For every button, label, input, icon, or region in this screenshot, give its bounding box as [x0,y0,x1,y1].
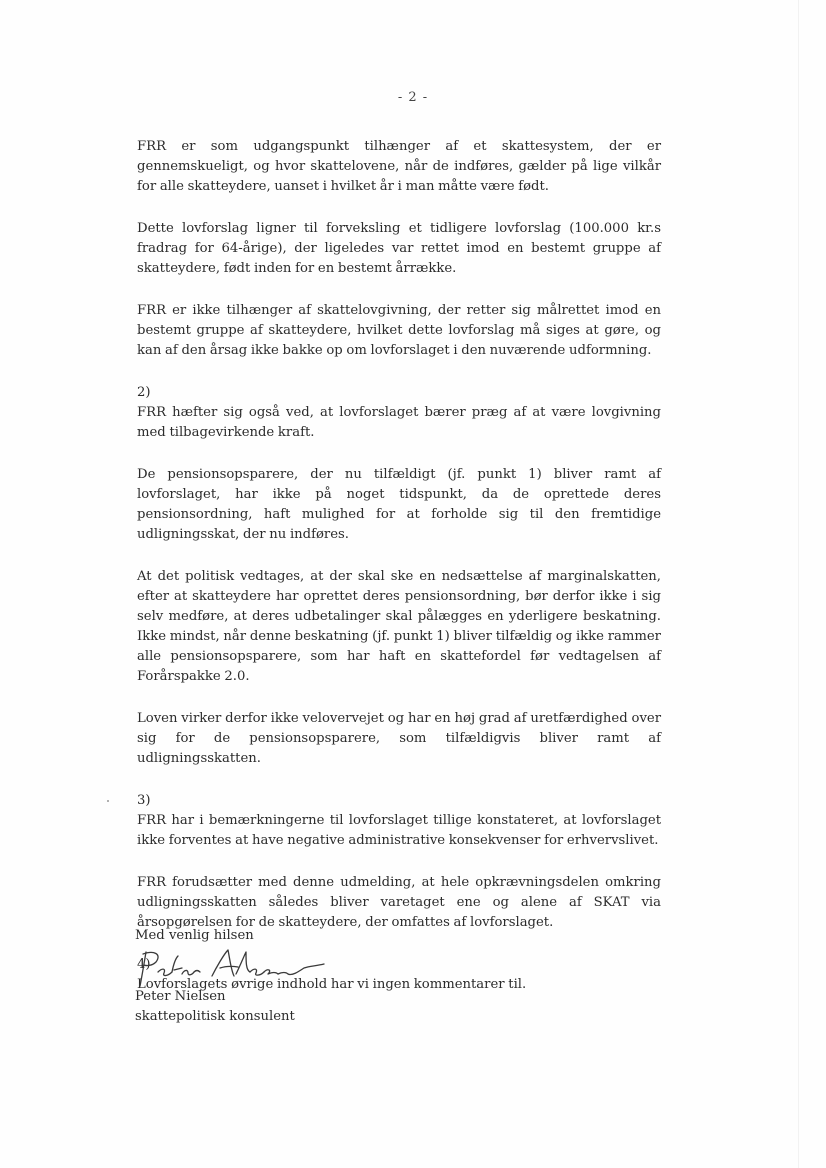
section-2 [137,383,661,443]
paragraph-marginal-tax: At det politisk vedtages, at der skal ske en nedsættelse af marginalskatten, efter at skatteydere har oprettet deres pensionsordning, bør derfor ikke i sig selv medføre, at deres udbetalinger skal pålægges en yderligere beskatning. Ikke mindst, når denne beskatning (jf. punkt 1) bliver tilfældig og ikke rammer alle pensionsopsparere, som har haft en skattefordel før vedtagelsen af Forårspakke 2.0. [137,569,661,684]
section-number-3: 3) [137,793,151,808]
letter-body [137,137,661,1017]
section-3 [137,791,661,851]
paragraph-unfairness: Loven virker derfor ikke velovervejet og har en høj grad af uretfærdighed over sig for de pensionsopsparere, som tilfældigvis bliver ramt af udligningsskatten. [137,711,661,766]
paragraph-pension-savers: De pensionsopsparere, der nu tilfældigt (jf. punkt 1) bliver ramt af lovforslaget, har ikke på noget tidspunkt, da de oprettede deres pensionsordning, haft mulighed for at forholde sig til den fremtidige udligningsskat, der nu indføres. [137,467,661,542]
signatory-name: Peter Nielsen [135,989,226,1004]
paragraph-other-content: Lovforslagets øvrige indhold har vi ingen kommentarer til. [137,977,527,992]
handwritten-signature [128,946,328,990]
paragraph-skat-collection: FRR forudsætter med denne udmelding, at hele opkrævningsdelen omkring udligningsskatten således bliver varetaget ene og alene af SKAT via årsopgørelsen for de skatteydere, der omfattes af lovforslaget. [137,875,661,930]
section-number-4: 4) [137,957,151,972]
section-number-2: 2) [137,385,151,400]
paragraph-retroactive: FRR hæfter sig også ved, at lovforslaget bærer præg af at være lovgivning med tilbagevirkende kraft. [137,405,661,440]
page-number: - 2 - [397,90,429,105]
scan-edge-shadow [798,0,799,1168]
closing-greeting: Med venlig hilsen [135,928,254,943]
paragraph-administrative: FRR har i bemærkningerne til lovforslaget tillige konstateret, at lovforslaget ikke forventes at have negative administrative konsekvenser for erhvervslivet. [137,813,661,848]
scan-speck [107,800,109,802]
signatory-title: skattepolitisk konsulent [135,1009,295,1024]
paragraph-intro: FRR er som udgangspunkt tilhænger af et skattesystem, der er gennemskueligt, og hvor skattelovene, når de indføres, gælder på lige vilkår for alle skatteydere, uanset i hvilket år i man måtte være født. [137,139,661,194]
paragraph-position: FRR er ikke tilhænger af skattelovgivning, der retter sig målrettet imod en bestemt gruppe af skatteydere, hvilket dette lovforslag må siges at gøre, og kan af den årsag ikke bakke op om lovforslaget i den nuværende udformning. [137,303,661,358]
paragraph-comparison: Dette lovforslag ligner til forveksling et tidligere lovforslag (100.000 kr.s fradrag for 64-årige), der ligeledes var rettet imod en bestemt gruppe af skatteydere, født inden for en bestemt årrække. [137,221,661,276]
